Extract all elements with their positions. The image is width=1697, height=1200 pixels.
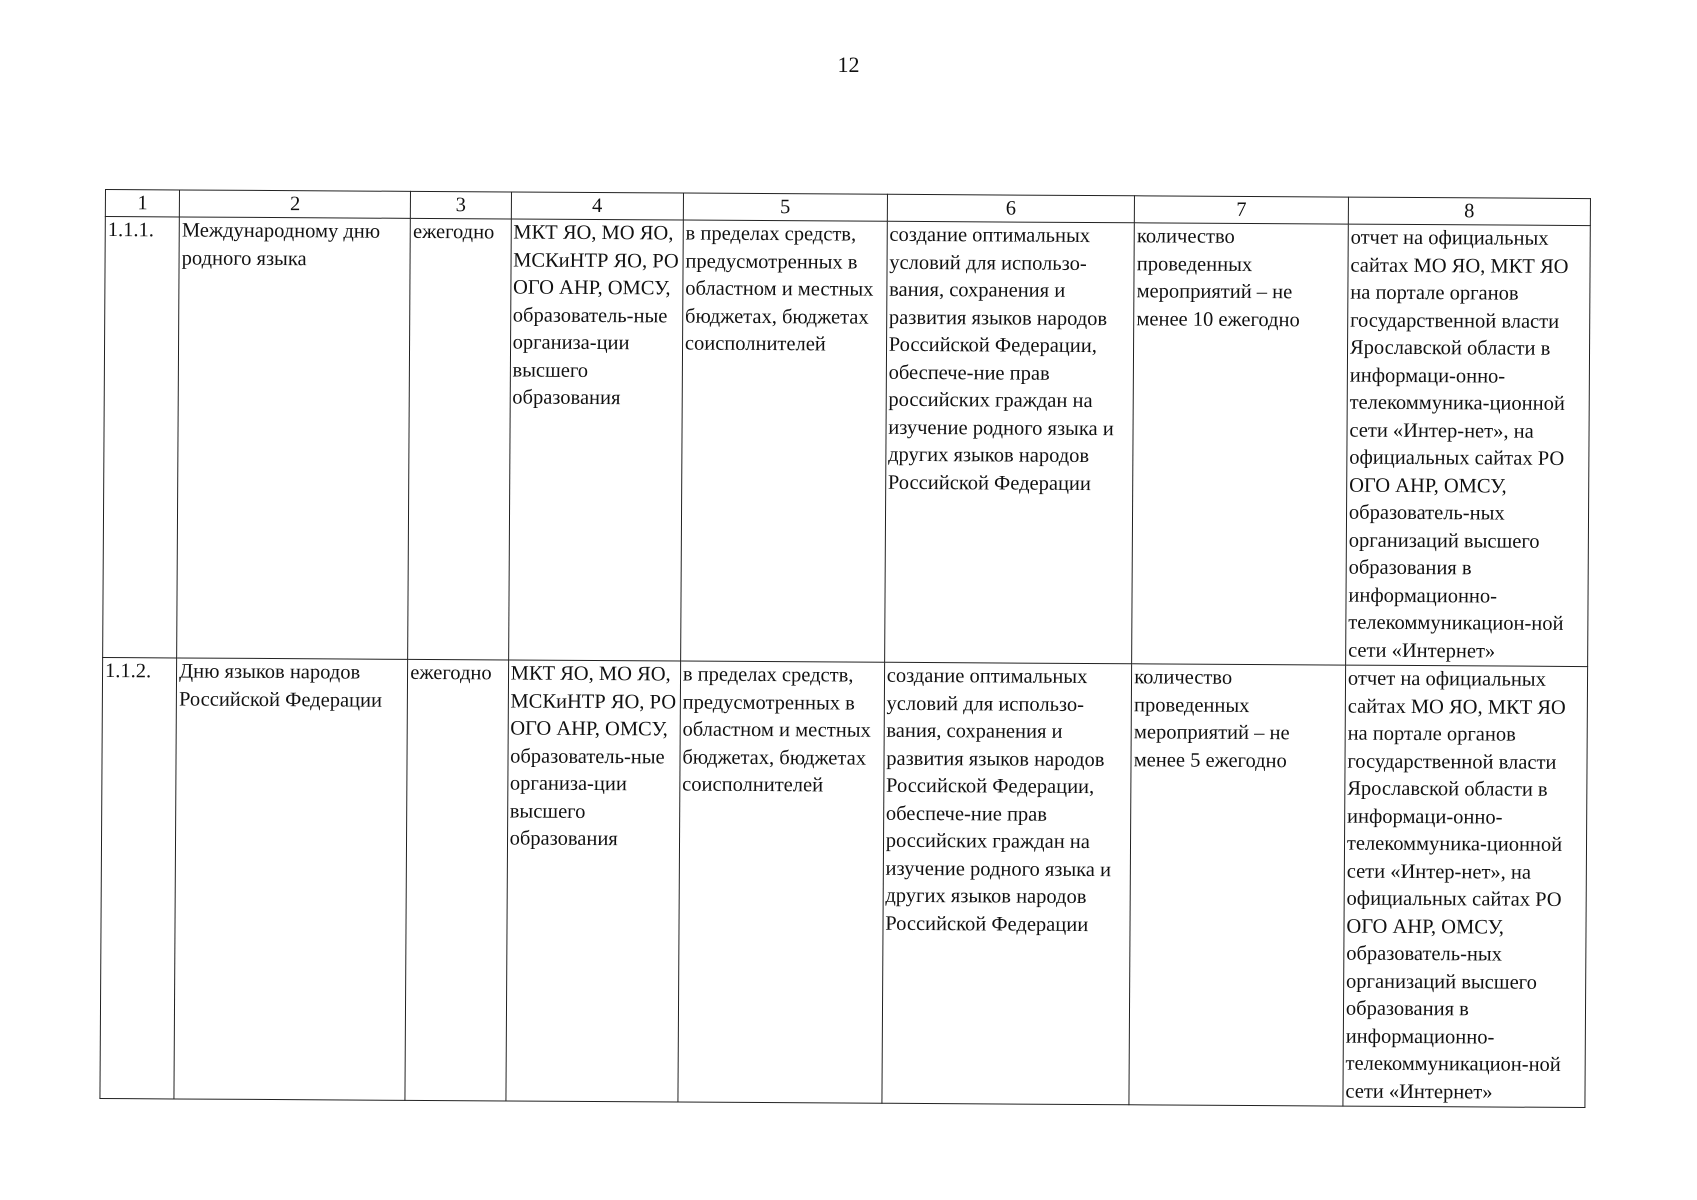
indicator-cell: количество проведенных мероприятий – не менее 5 ежегодно [1129,664,1345,1106]
report-cell: отчет на официальных сайтах МО ЯО, МКТ ЯО на портале органов государственной власти Ярославской области в информаци-онно-телекоммуника-ционной сети «Интер-нет», на официальных сайтах РО ОГО АНР, ОМСУ, образователь-ных организаций высшего образования в информационно-телекоммуникацион-ной сети «Интернет» [1346,224,1591,666]
result-cell: создание оптимальных условий для использо-вания, сохранения и развития языков народов Российской Федерации, обеспече-ние прав российских граждан на изучение родного языка и других языков народов Российской Федерации [884,221,1134,664]
column-header: 7 [1135,196,1349,224]
column-header: 3 [411,191,511,219]
period-cell: ежегодно [405,659,508,1101]
column-header: 6 [887,194,1135,223]
column-header: 8 [1348,197,1590,225]
activity-name: Международному дню родного языка [177,217,411,659]
executors-cell: МКТ ЯО, МО ЯО, МСКиНТР ЯО, РО ОГО АНР, ОМСУ, образователь-ные организа-ции высшего образования [506,660,681,1102]
page-number: 12 [837,52,860,77]
report-cell: отчет на официальных сайтах МО ЯО, МКТ ЯО на портале органов государственной власти Ярославской области в информаци-онно-телекоммуника-ционной сети «Интер-нет», на официальных сайтах РО ОГО АНР, ОМСУ, образователь-ных организаций высшего образования в информационно-телекоммуникацион-ной сети «Интернет» [1343,665,1588,1107]
indicator-cell: количество проведенных мероприятий – не менее 10 ежегодно [1132,223,1348,665]
executors-cell: МКТ ЯО, МО ЯО, МСКиНТР ЯО, РО ОГО АНР, ОМСУ, образователь-ные организа-ции высшего образования [508,219,683,661]
column-header: 2 [179,190,410,218]
result-cell: создание оптимальных условий для использо-вания, сохранения и развития языков народов Российской Федерации, обеспече-ние прав российских граждан на изучение родного языка и других языков народов Российской Федерации [882,662,1132,1105]
activity-name: Дню языков народов Российской Федерации [174,658,408,1100]
column-header: 4 [511,192,683,220]
period-cell: ежегодно [408,218,511,660]
row-number: 1.1.1. [103,217,180,658]
column-header: 1 [105,190,179,217]
funding-cell: в пределах средств, предусмотренных в областном и местных бюджетах, бюджетах соисполнителей [680,220,887,662]
funding-cell: в пределах средств, предусмотренных в областном и местных бюджетах, бюджетах соисполнителей [678,661,885,1103]
table-row [103,217,1591,667]
row-number: 1.1.2. [100,657,177,1098]
column-header: 5 [683,193,887,221]
activities-table [99,189,1591,1108]
table-row [100,657,1588,1107]
